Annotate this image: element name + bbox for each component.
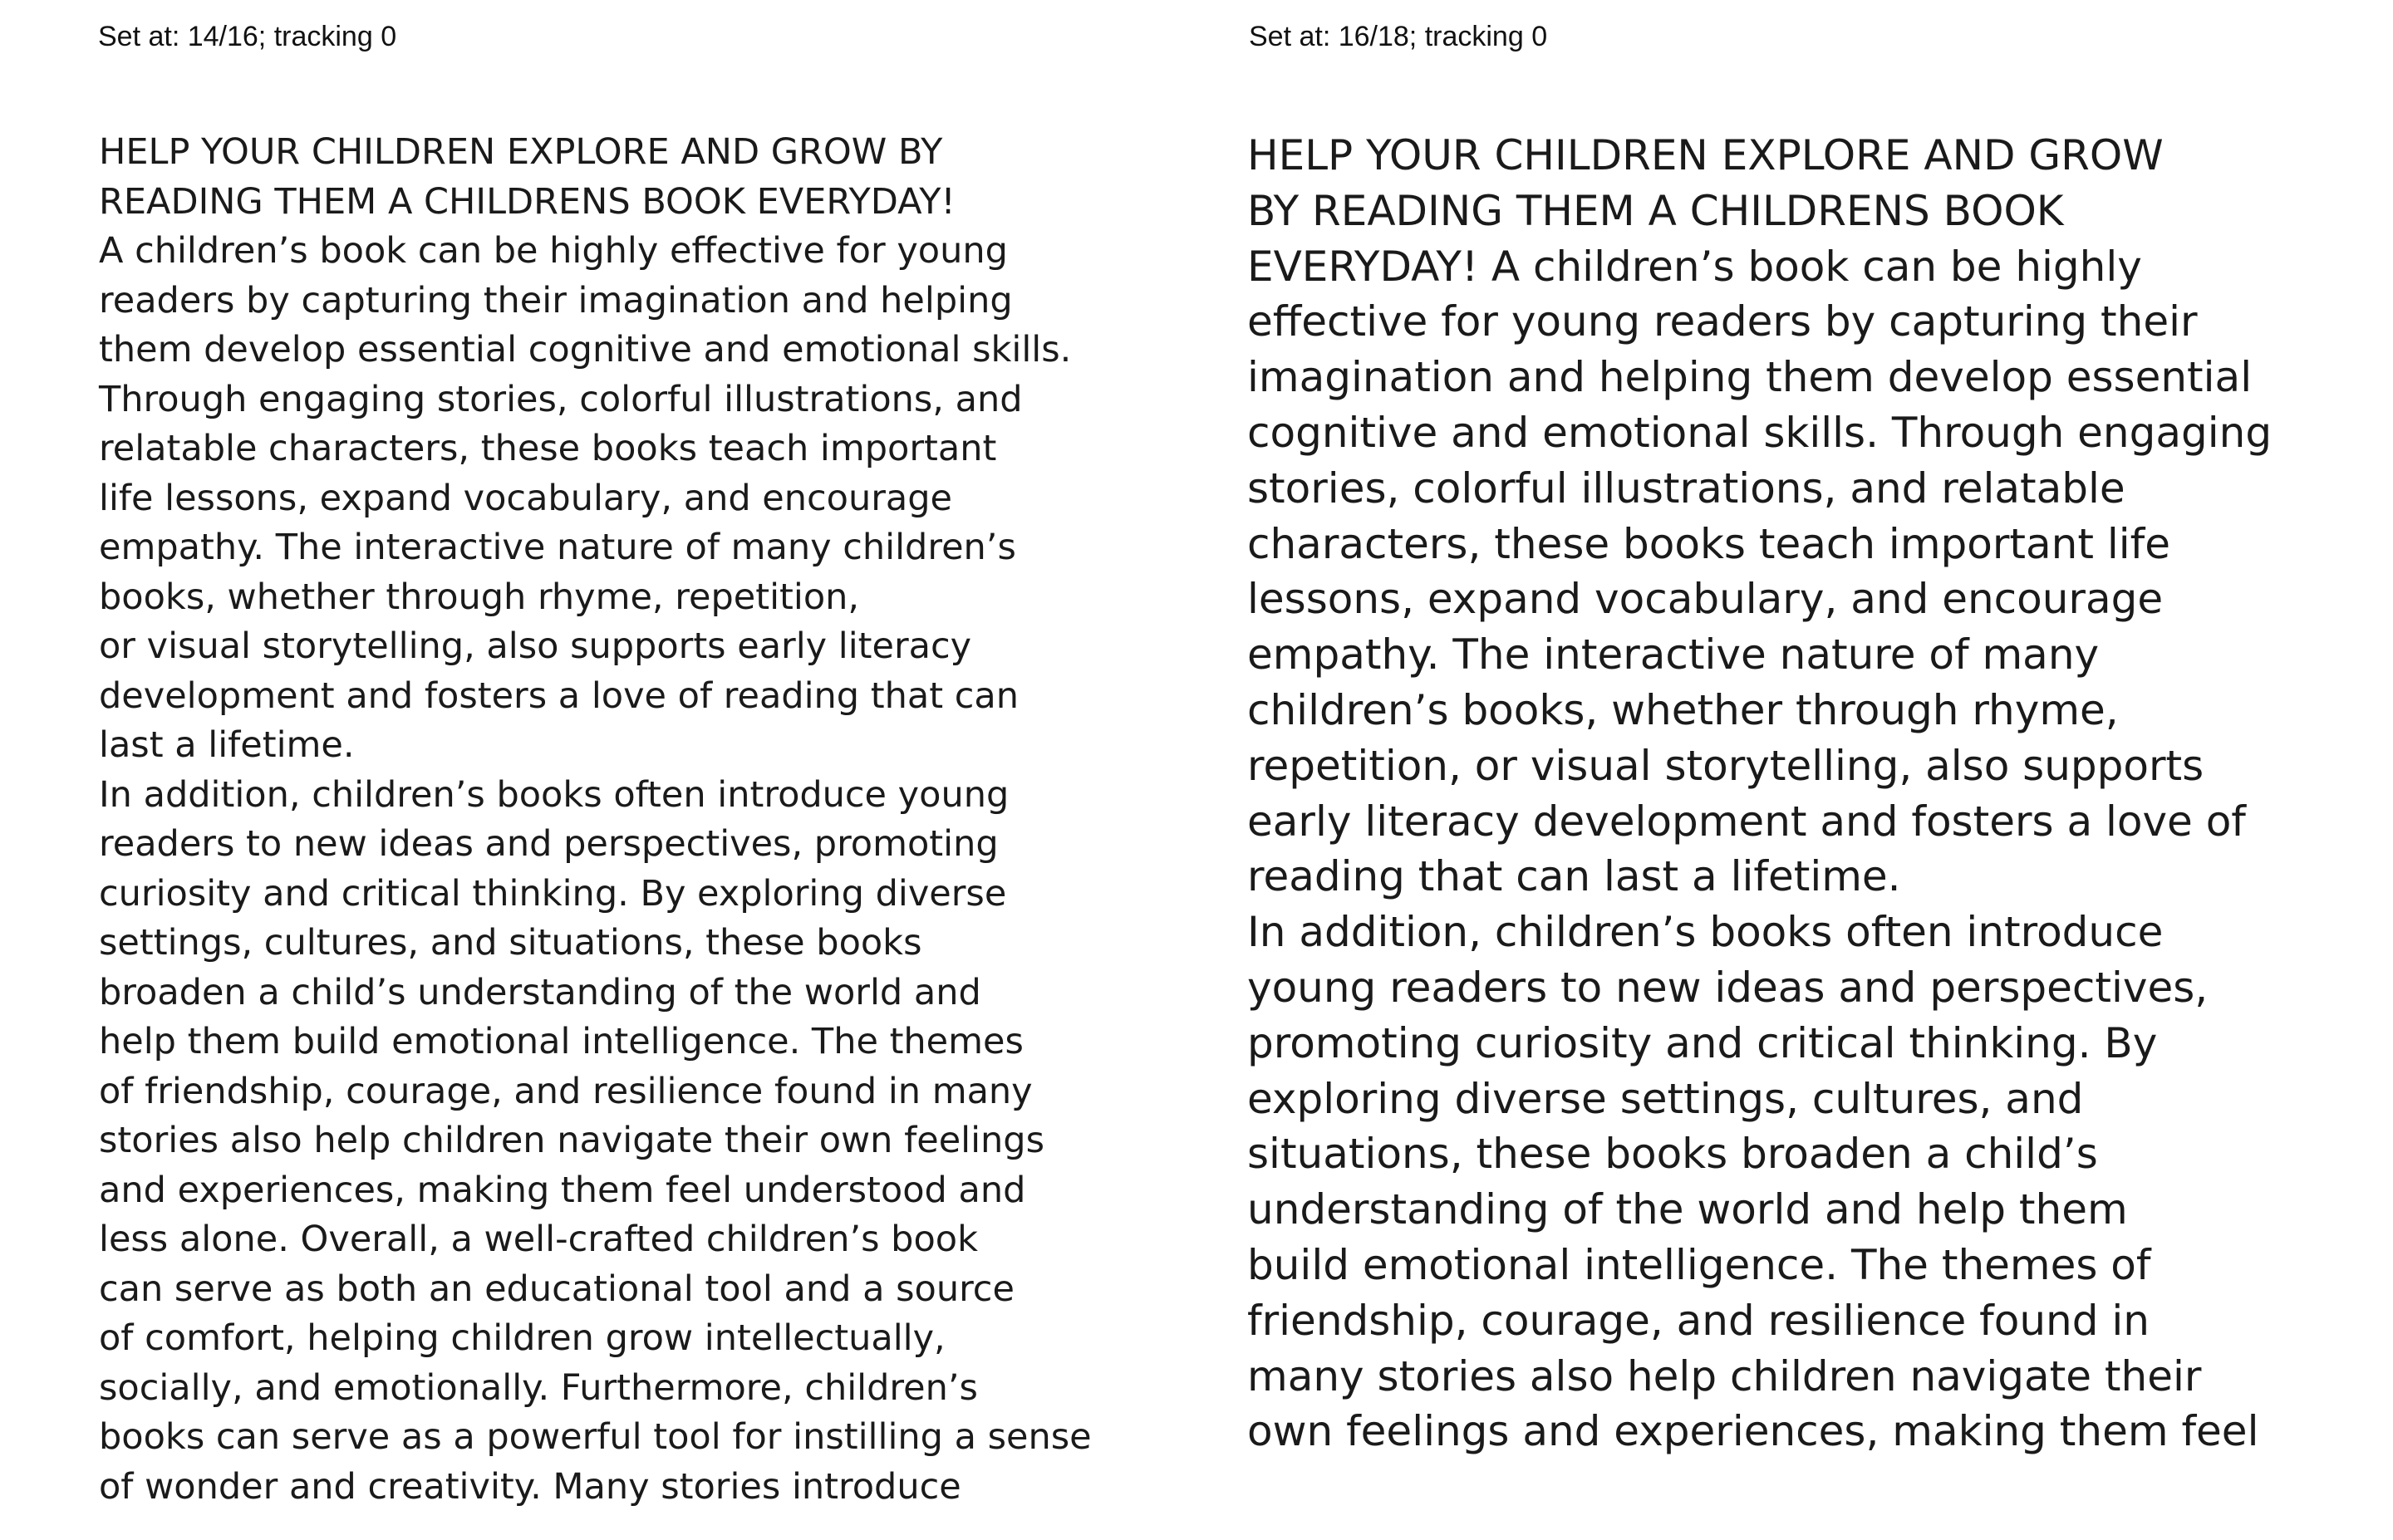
left-specimen-text-block — [99, 128, 1092, 1512]
text-line: empathy. The interactive nature of many — [1247, 630, 2100, 679]
text-line: lessons, expand vocabulary, and encourage — [1247, 575, 2164, 624]
text-line: exploring diverse settings, cultures, and — [1247, 1074, 2084, 1123]
text-line: children’s books, whether through rhyme, — [1247, 685, 2119, 734]
text-line: books, whether through rhyme, repetition, — [99, 576, 860, 618]
text-line: many stories also help children navigate their — [1247, 1351, 2202, 1400]
text-line: READING THEM A CHILDRENS BOOK EVERYDAY! — [99, 180, 956, 223]
text-line: broaden a child’s understanding of the world and — [99, 971, 981, 1013]
text-line: In addition, children’s books often introduce young — [99, 773, 1010, 816]
text-line: of friendship, courage, and resilience found in many — [99, 1070, 1033, 1112]
text-line: settings, cultures, and situations, these books — [99, 922, 922, 964]
text-line: help them build emotional intelligence. The themes — [99, 1021, 1024, 1062]
text-line: imagination and helping them develop essential — [1247, 353, 2253, 402]
text-line: In addition, children’s books often introduce — [1247, 908, 2164, 957]
text-line: early literacy development and fosters a love of — [1247, 797, 2246, 846]
text-line: effective for young readers by capturing their — [1247, 297, 2198, 346]
text-line: understanding of the world and help them — [1247, 1185, 2128, 1234]
text-line: development and fosters a love of reading that can — [99, 674, 1019, 717]
text-line: and experiences, making them feel understood and — [99, 1169, 1026, 1211]
text-line: books can serve as a powerful tool for instilling a sense — [99, 1416, 1092, 1458]
text-line: EVERYDAY! A children’s book can be highly — [1247, 242, 2142, 291]
text-line: life lessons, expand vocabulary, and encourage — [99, 477, 952, 519]
text-line: readers to new ideas and perspectives, promoting — [99, 823, 999, 865]
text-line: can serve as both an educational tool and a source — [99, 1268, 1015, 1310]
right-specimen-text-block — [1247, 128, 2272, 1459]
text-line: repetition, or visual storytelling, also supports — [1247, 741, 2204, 790]
text-line: stories, colorful illustrations, and relatable — [1247, 463, 2125, 513]
text-line: relatable characters, these books teach important — [99, 428, 997, 469]
text-line: them develop essential cognitive and emotional skills. — [99, 329, 1072, 370]
text-line: readers by capturing their imagination and helping — [99, 279, 1013, 321]
text-line: HELP YOUR CHILDREN EXPLORE AND GROW — [1247, 131, 2164, 179]
text-line: stories also help children navigate their own feelings — [99, 1120, 1044, 1161]
text-line: A children’s book can be highly effective for young — [99, 230, 1008, 272]
text-line: BY READING THEM A CHILDRENS BOOK — [1247, 186, 2064, 235]
text-line: friendship, courage, and resilience found in — [1247, 1296, 2150, 1345]
text-line: or visual storytelling, also supports early literacy — [99, 625, 972, 667]
text-line: socially, and emotionally. Furthermore, children’s — [99, 1366, 978, 1409]
text-line: own feelings and experiences, making them feel — [1247, 1407, 2259, 1456]
text-line: promoting curiosity and critical thinking. By — [1247, 1018, 2158, 1067]
text-line: curiosity and critical thinking. By exploring diverse — [99, 872, 1007, 915]
text-line: of comfort, helping children grow intellectually, — [99, 1317, 946, 1359]
right-specimen-setting: Set at: 16/18; tracking 0 — [1249, 21, 1548, 52]
text-line: HELP YOUR CHILDREN EXPLORE AND GROW BY — [99, 131, 943, 173]
text-line: Through engaging stories, colorful illustrations, and — [99, 378, 1023, 420]
text-line: young readers to new ideas and perspectives, — [1247, 963, 2209, 1012]
text-line: cognitive and emotional skills. Through engaging — [1247, 408, 2273, 457]
text-line: build emotional intelligence. The themes of — [1247, 1240, 2151, 1289]
text-line: situations, these books broaden a child’s — [1247, 1130, 2098, 1179]
text-line: empathy. The interactive nature of many children’s — [99, 527, 1016, 568]
text-line: of wonder and creativity. Many stories introduce — [99, 1465, 961, 1508]
text-line: less alone. Overall, a well-crafted children’s book — [99, 1219, 978, 1260]
text-line: last a lifetime. — [99, 724, 355, 766]
left-specimen-setting: Set at: 14/16; tracking 0 — [98, 21, 397, 52]
text-line: characters, these books teach important life — [1247, 519, 2170, 568]
text-line: reading that can last a lifetime. — [1247, 852, 1901, 901]
